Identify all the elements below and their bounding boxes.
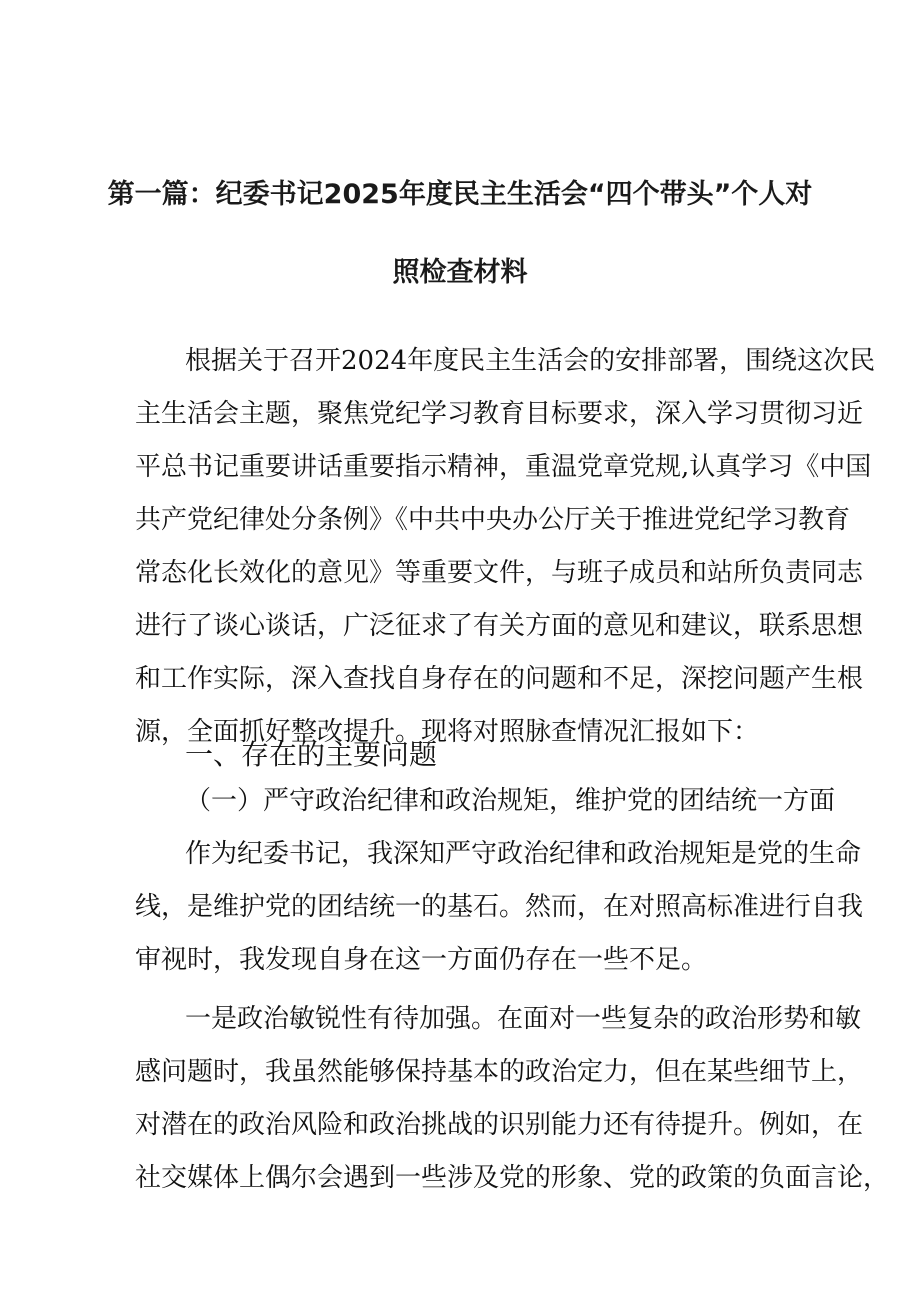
paragraph-line: 一是政治敏锐性有待加强。在面对一些复杂的政治形势和敏: [185, 1004, 862, 1034]
intro-line: 常态化长效化的意见》等重要文件，与班子成员和站所负责同志: [135, 558, 864, 588]
intro-line: 进行了谈心谈话，广泛征求了有关方面的意见和建议，联系思想: [135, 611, 864, 641]
intro-line: 根据关于召开2024年度民主生活会的安排部署，围绕这次民: [185, 346, 876, 376]
subsection-heading: （一）严守政治纪律和政治规矩，维护党的团结统一方面: [185, 786, 836, 816]
intro-line: 共产党纪律处分条例》《中共中央办公厅关于推进党纪学习教育: [135, 505, 851, 535]
intro-line: 源，全面抓好整改提升。现将对照脉查情况汇报如下：: [135, 717, 760, 747]
intro-line: 主生活会主题，聚焦党纪学习教育目标要求，深入学习贯彻习近: [135, 399, 864, 429]
document-title-line-2: 照检查材料: [392, 257, 528, 288]
paragraph-line: 对潜在的政治风险和政治挑战的识别能力还有待提升。例如，在: [135, 1110, 864, 1140]
paragraph-line: 感问题时，我虽然能够保持基本的政治定力，但在某些细节上，: [135, 1057, 864, 1087]
section-heading: 一、存在的主要问题: [185, 738, 438, 771]
intro-line: 和工作实际，深入查找自身存在的问题和不足，深挖问题产生根: [135, 664, 864, 694]
paragraph-line: 作为纪委书记，我深知严守政治纪律和政治规矩是党的生命: [185, 839, 862, 869]
paragraph-line: 社交媒体上偶尔会遇到一些涉及党的形象、党的政策的负面言论，: [135, 1163, 890, 1193]
document-title-line-1: 第一篇：纪委书记2025年度民主生活会“四个带头”个人对: [107, 179, 813, 210]
intro-line: 平总书记重要讲话重要指示精神，重温党章党规,认真学习《中国: [135, 452, 872, 482]
paragraph-line: 审视时，我发现自身在这一方面仍存在一些不足。: [135, 945, 708, 975]
paragraph-line: 线，是维护党的团结统一的基石。然而，在对照高标准进行自我: [135, 892, 864, 922]
